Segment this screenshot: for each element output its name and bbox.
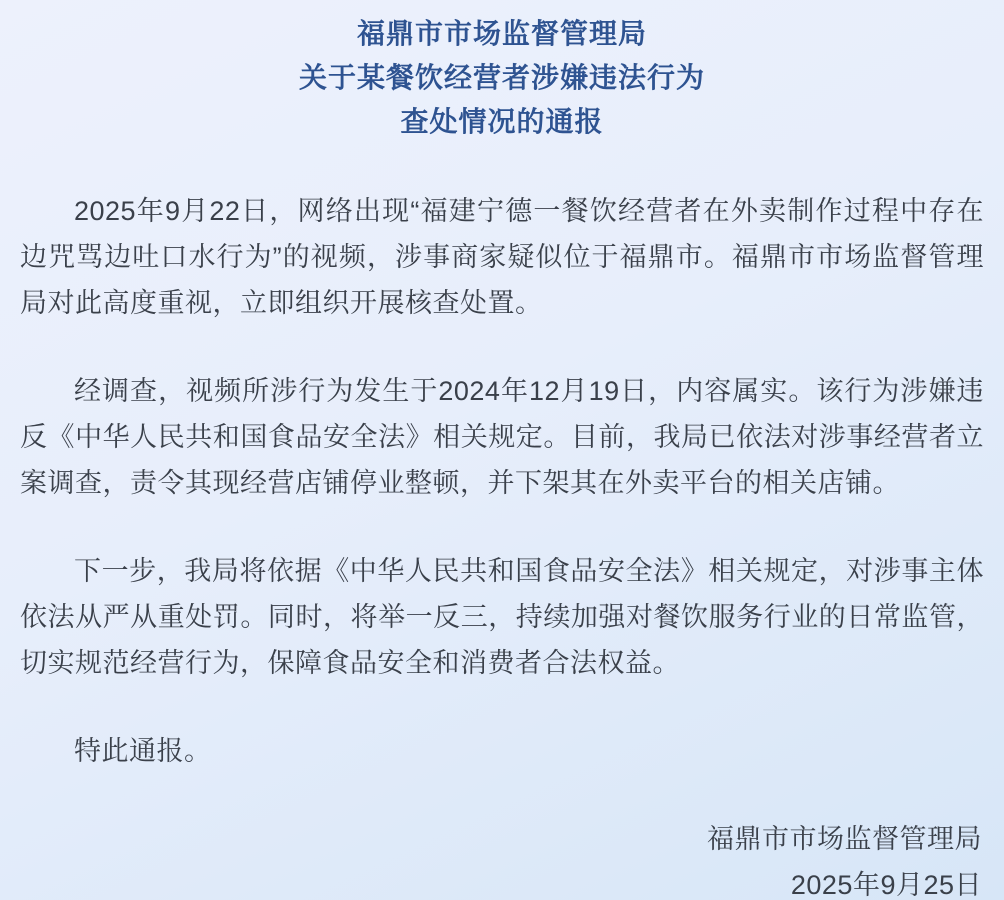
notice-title-line-3: 查处情况的通报 [400,106,604,137]
paragraph-3: 下一步，我局将依据《中华人民共和国食品安全法》相关规定，对涉事主体依法从严从重处罚。同时，将举一反三，持续加强对餐饮服务行业的日常监管，切实规范经营行为，保障食品安全和消费者合法权益。 [20,556,984,678]
closing-line: 特此通报。 [74,736,212,766]
paragraph-2: 经调查，视频所涉行为发生于2024年12月19日，内容属实。该行为涉嫌违反《中华人民共和国食品安全法》相关规定。目前，我局已依法对涉事经营者立案调查，责令其现经营店铺停业整顿，并下架其在外卖平台的相关店铺。 [20,376,984,498]
notice-title-line-1: 福鼎市市场监督管理局 [356,18,647,49]
issuing-authority: 福鼎市市场监督管理局 [707,824,982,854]
paragraph-1: 2025年9月22日，网络出现“福建宁德一餐饮经营者在外卖制作过程中存在边咒骂边吐口水行为”的视频，涉事商家疑似位于福鼎市。福鼎市市场监督管理局对此高度重视，立即组织开展核查处置。 [20,196,984,318]
issue-date: 2025年9月25日 [790,870,982,900]
notice-body [20,188,984,900]
notice-title [20,12,984,144]
signature-block [20,816,984,900]
notice-title-line-2: 关于某餐饮经营者涉嫌违法行为 [298,62,705,93]
